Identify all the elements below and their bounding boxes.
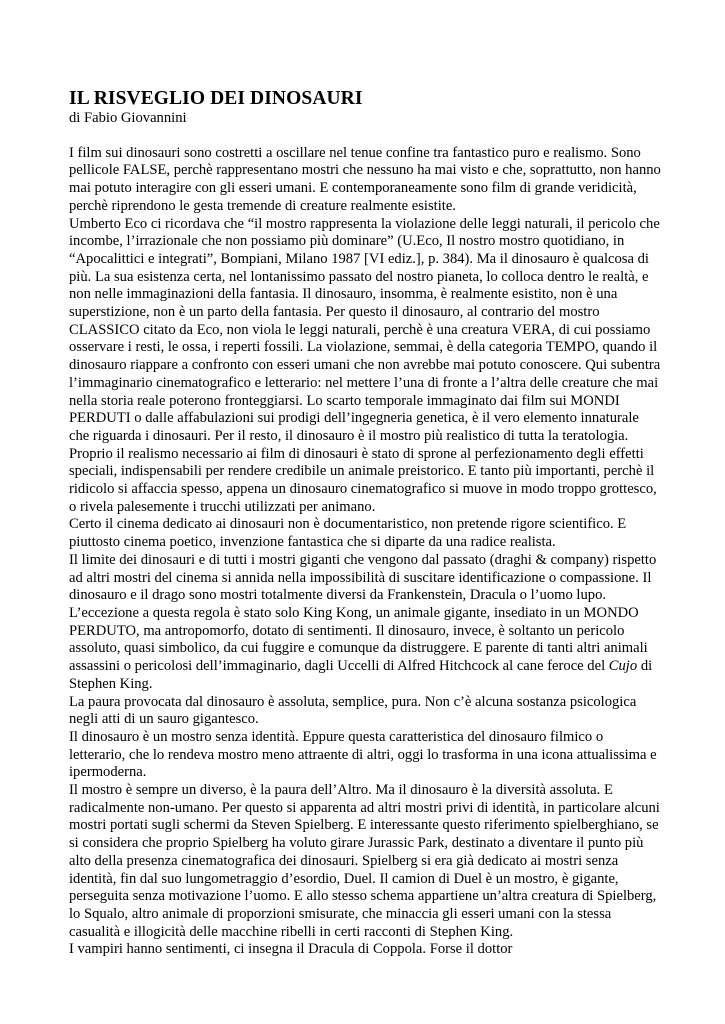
- cujo-title: Cujo: [608, 658, 638, 675]
- paragraph-2: Umberto Eco ci ricordava che “il mostro rappresenta la violazione delle leggi naturali, il pericolo che incombe, l’irrazionale che non possiamo più dominare” (U.Eco, Il nostro mostro quotidiano, in “Apocalittici e integrati”, Bompiani, Milano 1987 [VI ediz.], p. 384). Ma il dinosauro è qualcosa di più. La sua esistenza certa, nel lontanissimo passato del nostro pianeta, lo colloca dentro le realtà, e non nelle immaginazioni della fantasia. Il dinosauro, insomma, è realmente esistito, non è una superstizione, non è un parto della fantasia. Per questo il dinosauro, al contrario del mostro CLASSICO citato da Eco, non viola le leggi naturali, perchè è una creatura VERA, di cui possiamo osservare i resti, le ossa, i reperti fossili. La violazione, semmai, è della categoria TEMPO, quando il dinosauro riappare a confronto con esseri umani che non avrebbe mai potuto conoscere. Qui subentra l’immaginario cinematografico e letterario: nel mettere l’una di fronte a l’altra delle creature che mai nella storia reale poterono fronteggiarsi. Lo scarto temporale immaginato dai film sui MONDI PERDUTI o dalle affabulazioni sui prodigi dell’ingegneria genetica, è il vero elemento innaturale che riguarda i dinosauri. Per il resto, il dinosauro è il mostro più realistico di tutta la teratologia.: [69, 215, 661, 444]
- paragraph-6-end: di Stephen King.: [69, 658, 653, 692]
- paragraph-9: Il mostro è sempre un diverso, è la paura dell’Altro. Ma il dinosauro è la diversità assoluta. E radicalmente non-umano. Per questo si apparenta ad altri mostri privi di identità, in particolare alcuni mostri portati sugli schermi da Steven Spielberg. E interessante questo riferimento spielberghiano, se si considera che proprio Spielberg ha voluto girare Jurassic Park, destinato a diventare il punto più alto della presenza cinematografica dei dinosauri. Spielberg si era già dedicato ai mostri senza identità, fin dal suo lungometraggio d’esordio, Duel. Il camion di Duel è un mostro, è gigante, perseguita senza motivazione l’uomo. E allo stesso schema appartiene un’altra creatura di Spielberg, lo Squalo, altro animale di proporzioni smisurate, che minaccia gli esseri umani con la stessa casualità e illogicità delle macchine ribelli in certi racconti di Stephen King.: [69, 782, 660, 940]
- paragraph-6: [69, 605, 661, 694]
- paragraph-6-text: L’eccezione a questa regola è stato solo King Kong, un animale gigante, insediato in un MONDO PERDUTO, ma antropomorfo, dotato di sentimenti. Il dinosauro, invece, è soltanto un pericolo assoluto, quasi simbolico, da cui fuggire e comunque da distruggere. E parente di tanti altri animali assassini o pericolosi dell’immaginario, dagli Uccelli di Alfred Hitchcock al cane feroce del: [69, 604, 648, 675]
- paragraph-10: I vampiri hanno sentimenti, ci insegna il Dracula di Coppola. Forse il dottor: [69, 941, 513, 958]
- paragraph-5: Il limite dei dinosauri e di tutti i mostri giganti che vengono dal passato (draghi & company) rispetto ad altri mostri del cinema si annida nella impossibilità di suscitare identificazione o compassione. Il dinosauro e il drago sono mostri totalmente diversi da Frankenstein, Dracula o l’uomo lupo.: [69, 551, 657, 604]
- paragraph-4: Certo il cinema dedicato ai dinosauri non è documentaristico, non pretende rigore scientifico. E piuttosto cinema poetico, invenzione fantastica che si diparte da una radice realista.: [69, 516, 627, 551]
- paragraph-1: I film sui dinosauri sono costretti a oscillare nel tenue confine tra fantastico puro e realismo. Sono pellicole FALSE, perchè rappresentano mostri che nessuno ha mai visto e che, soprattutto, non hanno mai potuto interagire con gli esseri umani. E contemporaneamente sono film di grande veridicità, perchè riprendono le gesta tremende di creature realmente esistite.: [69, 144, 661, 214]
- document-title: IL RISVEGLIO DEI DINOSAURI: [69, 88, 363, 109]
- document-page: [69, 88, 661, 959]
- paragraph-8: Il dinosauro è un mostro senza identità. Eppure questa caratteristica del dinosauro filmico o letterario, che lo rendeva mostro meno attraente di altri, oggi lo trasforma in una icona attualissima e ipermoderna.: [69, 728, 657, 781]
- paragraph-7: La paura provocata dal dinosauro è assoluta, semplice, pura. Non c’è alcuna sostanza psicologica negli atti di un sauro gigantesco.: [69, 693, 637, 728]
- document-author: di Fabio Giovannini: [69, 110, 187, 126]
- paragraph-3: Proprio il realismo necessario ai film di dinosauri è stato di sprone al perfezionamento degli effetti speciali, indispensabili per rendere credibile un animale preistorico. E tanto più importanti, perchè il ridicolo si affaccia spesso, appena un dinosauro cinematografico si muove in modo troppo grottesco, o rivela palesemente i trucchi utilizzati per animano.: [69, 445, 657, 515]
